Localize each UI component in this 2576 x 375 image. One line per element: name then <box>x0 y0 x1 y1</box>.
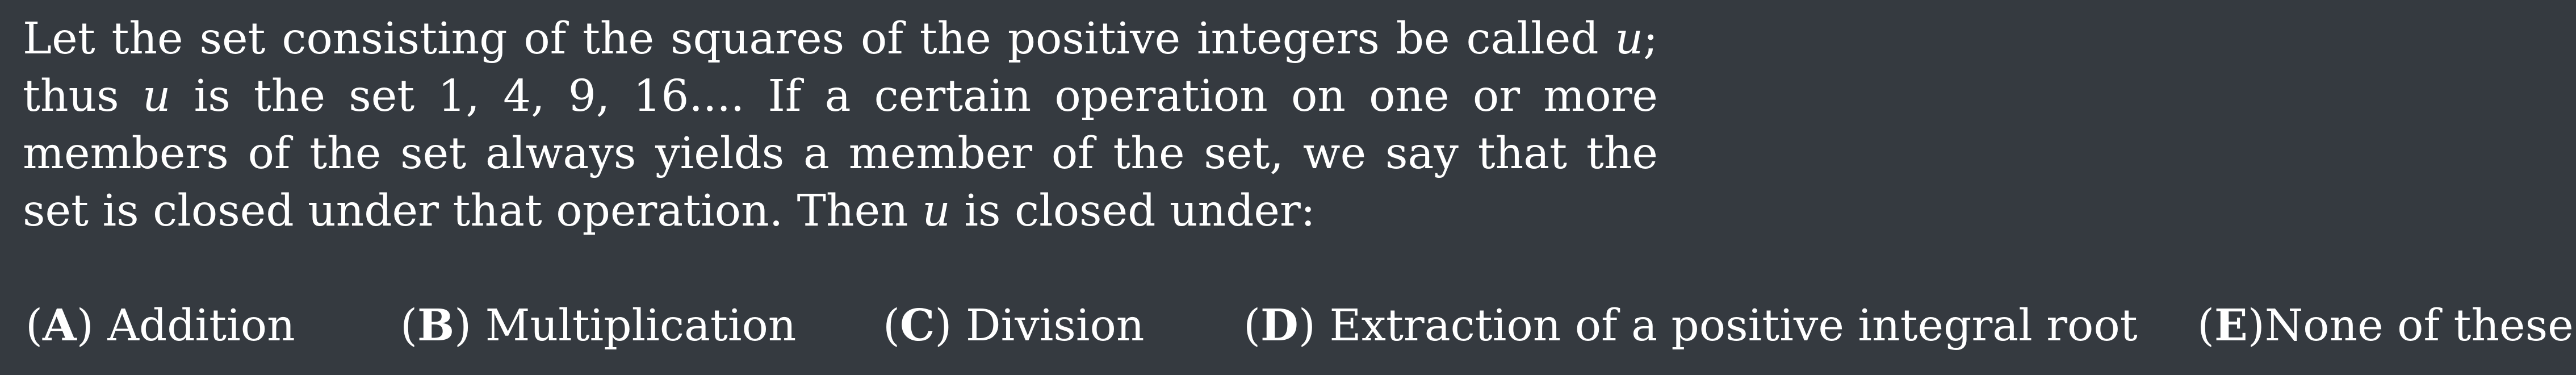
choice-text: Addition <box>107 301 295 351</box>
set-variable-u: u <box>922 186 950 236</box>
problem-text-3: is the set 1, 4, 9, 16.... If a certain operation on one or more members of the set always yields a member of the set, we say that the set is closed under that operation. Then <box>23 71 1658 236</box>
choice-b[interactable] <box>400 294 796 357</box>
choice-c[interactable] <box>883 294 1144 357</box>
problem-text-1: Let the set consisting of the squares of the positive integers be called <box>23 14 1615 64</box>
choice-e[interactable] <box>2197 294 2574 357</box>
set-variable-u: u <box>142 71 171 122</box>
choice-d[interactable] <box>1243 294 2138 357</box>
choice-text: Multiplication <box>485 301 797 351</box>
choice-letter: (A) <box>26 300 94 351</box>
choice-letter: (D) <box>1243 300 1316 351</box>
set-variable-u: u <box>1615 14 1644 64</box>
problem-statement <box>23 10 1658 240</box>
choice-a[interactable] <box>26 294 295 357</box>
choice-text: None of these <box>2264 301 2574 351</box>
problem-text-4: is closed under: <box>950 186 1316 236</box>
answer-choices <box>0 294 2576 357</box>
choice-letter: (C) <box>883 300 952 351</box>
choice-text: Extraction of a positive integral root <box>1329 301 2138 351</box>
problem-text-2: ; thus <box>23 14 1658 122</box>
choice-text: Division <box>965 301 1145 351</box>
choice-letter: (E) <box>2197 300 2265 351</box>
choice-letter: (B) <box>400 300 472 351</box>
